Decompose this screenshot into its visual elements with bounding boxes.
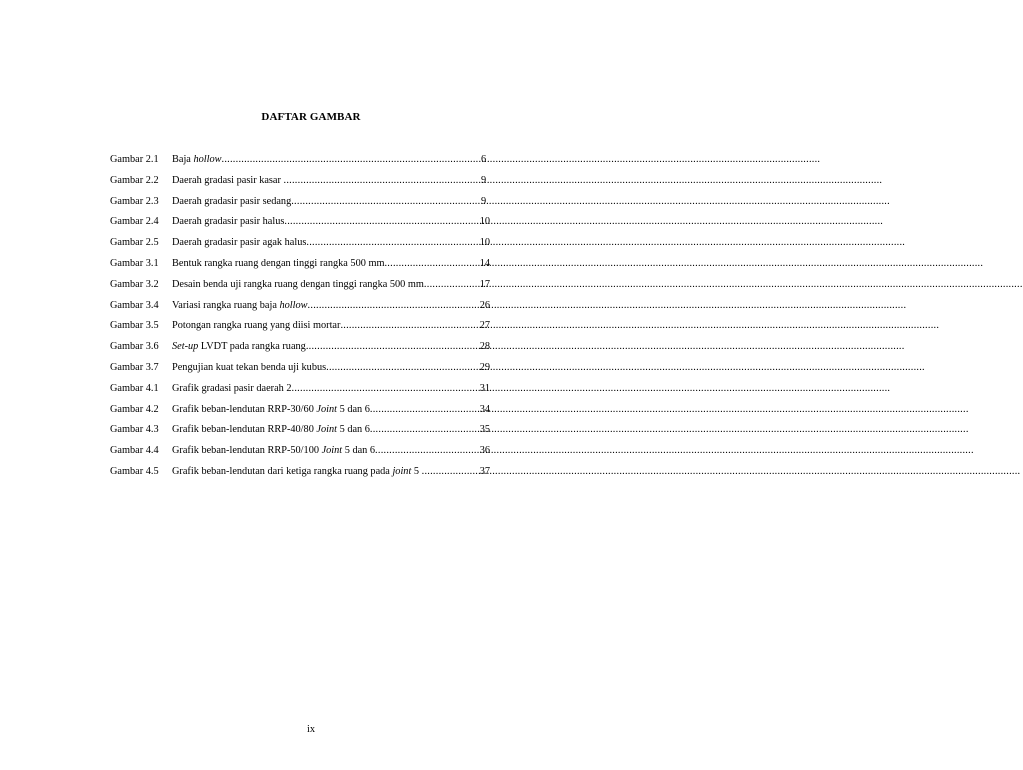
list-item — [110, 154, 490, 175]
figure-caption — [172, 154, 222, 165]
figure-caption — [172, 424, 370, 435]
caption-italic-term: joint — [392, 465, 412, 477]
figure-number: Gambar 2.1 — [110, 154, 159, 165]
list-item — [110, 300, 490, 321]
page-reference: 9 — [481, 174, 487, 186]
caption-italic-term: Set-up — [172, 341, 199, 353]
figure-number: Gambar 3.1 — [110, 257, 159, 269]
page-reference: 17 — [479, 278, 490, 290]
list-item — [110, 466, 490, 487]
page-reference: 35 — [479, 424, 490, 436]
page-reference: 9 — [481, 195, 487, 207]
list-item — [110, 216, 490, 237]
figure-number: Gambar 4.2 — [110, 403, 159, 415]
list-item — [110, 362, 490, 383]
caption-text: Variasi rangka ruang baja — [172, 299, 280, 311]
figure-number: Gambar 4.4 — [110, 445, 159, 457]
figure-number: Gambar 4.5 — [110, 465, 159, 477]
caption-text-suffix: 5 dan 6 — [337, 424, 370, 436]
page-reference: 28 — [479, 341, 490, 353]
list-item — [110, 237, 490, 258]
dot-leader — [384, 258, 479, 269]
list-item — [110, 258, 490, 279]
figure-number: Gambar 2.5 — [110, 237, 159, 249]
figure-number: Gambar 3.5 — [110, 320, 159, 332]
dot-leader — [284, 216, 479, 227]
caption-text: Daerah gradasir pasir agak halus — [172, 237, 307, 249]
caption-text: Bentuk rangka ruang dengan tinggi rangka 500 mm — [172, 257, 385, 269]
caption-text: Grafik beban-lendutan dari ketiga rangka ruang pada — [172, 465, 393, 477]
page-reference: 10 — [479, 237, 490, 249]
page-reference: 26 — [479, 299, 490, 311]
dot-leader — [308, 300, 480, 311]
list-item — [110, 341, 490, 362]
figure-caption — [172, 341, 306, 352]
caption-text-suffix: 5 dan 6 — [337, 403, 370, 415]
caption-italic-term: Joint — [316, 424, 338, 436]
figure-caption — [172, 300, 308, 311]
caption-text: Daerah gradasir pasir sedang — [172, 195, 292, 207]
dot-leader — [340, 320, 479, 331]
list-item — [110, 279, 490, 300]
list-item — [110, 404, 490, 425]
dot-leader — [422, 466, 480, 477]
dot-leader — [326, 362, 480, 373]
caption-text: Pengujian kuat tekan benda uji kubus — [172, 361, 327, 373]
figure-caption — [172, 445, 375, 456]
caption-text: Baja — [172, 154, 194, 165]
list-item — [110, 383, 490, 404]
dot-leader — [306, 237, 479, 248]
page-reference: 34 — [479, 403, 490, 415]
list-item — [110, 424, 490, 445]
figure-number: Gambar 2.2 — [110, 174, 159, 186]
page-number: ix — [306, 724, 315, 735]
figure-caption — [172, 237, 306, 248]
list-item — [110, 196, 490, 217]
page-reference: 10 — [479, 216, 490, 228]
page-reference: 29 — [479, 361, 490, 373]
caption-text: Grafik beban-lendutan RRP-40/80 — [172, 424, 317, 436]
figure-caption — [172, 383, 292, 394]
figure-caption — [172, 362, 326, 373]
figure-number: Gambar 2.3 — [110, 195, 159, 207]
dot-leader — [424, 279, 480, 290]
caption-text: Daerah gradasi pasir kasar — [172, 174, 284, 186]
caption-text: Desain benda uji rangka ruang dengan tinggi rangka 500 mm — [172, 278, 424, 290]
page-reference: 27 — [479, 320, 490, 332]
figure-caption — [172, 258, 384, 269]
caption-text-suffix: 5 dan 6 — [342, 445, 376, 457]
figure-caption — [172, 216, 284, 227]
figure-caption — [172, 196, 291, 207]
dot-leader — [306, 341, 480, 352]
page-reference: 14 — [479, 257, 490, 269]
list-item — [110, 175, 490, 196]
caption-text: Grafik beban-lendutan RRP-30/60 — [172, 403, 317, 415]
figure-number: Gambar 3.4 — [110, 299, 159, 311]
figure-caption — [172, 175, 284, 186]
figure-number: Gambar 2.4 — [110, 216, 159, 228]
caption-text: Potongan rangka ruang yang diisi mortar — [172, 320, 341, 332]
caption-italic-term: hollow — [279, 299, 308, 311]
list-item — [110, 445, 490, 466]
figure-number: Gambar 3.2 — [110, 278, 159, 290]
figure-number: Gambar 4.3 — [110, 424, 159, 436]
figure-caption — [172, 320, 340, 331]
dot-leader — [370, 404, 480, 415]
caption-text-suffix: 5 — [411, 465, 422, 477]
dot-leader — [292, 383, 480, 394]
page-title: DAFTAR GAMBAR — [261, 111, 361, 123]
list-item — [110, 320, 490, 341]
caption-italic-term: hollow — [193, 154, 222, 165]
page-reference: 37 — [479, 465, 490, 477]
figure-number: Gambar 4.1 — [110, 382, 159, 394]
dot-leader — [291, 196, 481, 207]
caption-text: Grafik gradasi pasir daerah 2 — [172, 382, 292, 394]
caption-text: Daerah gradasir pasir halus — [172, 216, 285, 228]
list-of-figures — [110, 154, 490, 487]
figure-number: Gambar 3.6 — [110, 341, 159, 353]
dot-leader — [375, 445, 480, 456]
caption-text: Grafik beban-lendutan RRP-50/100 — [172, 445, 322, 457]
page-reference: 36 — [479, 445, 490, 457]
caption-text-suffix: LVDT pada rangka ruang — [198, 341, 306, 353]
caption-italic-term: Joint — [321, 445, 343, 457]
caption-italic-term: Joint — [316, 403, 338, 415]
figure-caption — [172, 404, 370, 415]
figure-caption — [172, 279, 424, 290]
figure-number: Gambar 3.7 — [110, 361, 159, 373]
dot-leader — [370, 424, 480, 435]
page-reference: 31 — [479, 382, 490, 394]
dot-leader — [284, 175, 482, 186]
dot-leader — [222, 154, 482, 165]
page-reference: 6 — [481, 154, 487, 165]
figure-caption — [172, 466, 422, 477]
